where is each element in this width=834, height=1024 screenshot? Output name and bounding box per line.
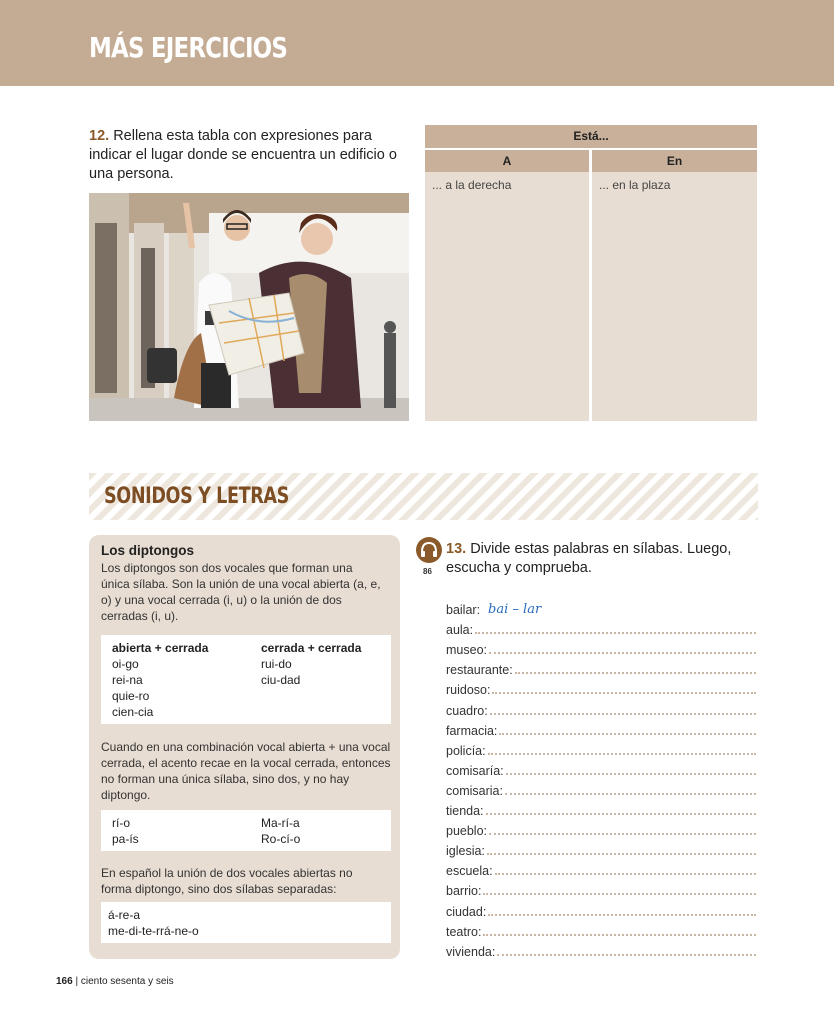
example-word: Ro-cí-o	[261, 832, 301, 846]
answer-blank[interactable]	[495, 873, 756, 875]
diptongos-examples-box	[101, 635, 391, 724]
answer-blank[interactable]	[515, 672, 756, 674]
answer-blank[interactable]	[506, 773, 756, 775]
answer-blank[interactable]	[483, 893, 756, 895]
section-title: SONIDOS Y LETRAS	[104, 484, 289, 509]
syllable-word: cuadro:	[446, 703, 488, 718]
table-column-a-header: A	[425, 150, 589, 172]
syllable-row	[446, 657, 756, 677]
syllable-word: pueblo:	[446, 824, 488, 839]
syllable-row	[446, 939, 756, 959]
table-column-en	[592, 150, 757, 421]
table-column-en-example[interactable]: ... en la plaza	[599, 178, 671, 192]
syllable-word: escuela:	[446, 864, 493, 879]
answer-blank[interactable]	[497, 954, 756, 956]
answer-blank[interactable]	[492, 692, 756, 694]
photo-illustration	[89, 193, 409, 421]
answer-blank[interactable]	[486, 813, 756, 815]
example-word: rui-do	[261, 657, 292, 671]
example-word: rei-na	[112, 673, 143, 687]
syllable-row	[446, 798, 756, 818]
example-word: quie-ro	[112, 689, 150, 703]
table-column-a	[425, 150, 589, 421]
audio-track-number: 86	[423, 567, 432, 576]
hiato-col-1	[112, 815, 139, 847]
syllable-example-word: bailar:	[446, 603, 481, 618]
syllable-row	[446, 818, 756, 838]
syllable-word: farmacia:	[446, 723, 498, 738]
exercise-12-number: 12.	[89, 128, 110, 144]
abiertas-examples-box	[101, 902, 391, 943]
exercise-13-text: Divide estas palabras en sílabas. Luego, escucha y comprueba.	[446, 541, 732, 576]
abiertas-col	[108, 907, 199, 939]
syllable-word: iglesia:	[446, 844, 485, 859]
syllable-word: vivienda:	[446, 944, 496, 959]
examples-col-abierta-cerrada	[112, 640, 208, 720]
syllable-list	[446, 597, 756, 959]
page-number-text: | ciento sesenta y seis	[75, 976, 174, 987]
syllable-row	[446, 858, 756, 878]
syllable-word: restaurante:	[446, 663, 513, 678]
syllable-word: museo:	[446, 643, 487, 658]
syllable-row	[446, 758, 756, 778]
syllable-word: ciudad:	[446, 904, 487, 919]
syllable-example-answer: bai – lar	[488, 602, 542, 618]
examples-col1-header: abierta + cerrada	[112, 641, 209, 655]
syllable-word: tienda:	[446, 804, 484, 819]
syllable-row	[446, 677, 756, 697]
example-word: pa-ís	[112, 832, 139, 846]
exercise-12-text: Rellena esta tabla con expresiones para indicar el lugar donde se encuentra un edificio o una persona.	[89, 128, 397, 182]
syllable-word: aula:	[446, 623, 474, 638]
page-number: 166	[56, 976, 73, 987]
answer-blank[interactable]	[483, 934, 756, 936]
example-word: oi-go	[112, 657, 139, 671]
photo-two-women-with-map	[89, 193, 409, 421]
answer-blank[interactable]	[487, 853, 756, 855]
answer-blank[interactable]	[499, 733, 756, 735]
syllable-row	[446, 697, 756, 717]
hiato-examples-box	[101, 810, 391, 851]
example-word: rí-o	[112, 816, 130, 830]
example-word: cien-cia	[112, 705, 154, 719]
answer-blank[interactable]	[488, 914, 756, 916]
syllable-row	[446, 617, 756, 637]
examples-col2-header: cerrada + cerrada	[261, 641, 362, 655]
examples-col-cerrada-cerrada	[261, 640, 361, 688]
table-title: Está...	[425, 125, 757, 148]
syllable-word: teatro:	[446, 924, 482, 939]
headphones-icon[interactable]	[415, 536, 443, 564]
page-footer	[56, 976, 174, 987]
page-title: MÁS EJERCICIOS	[89, 31, 288, 64]
syllable-row	[446, 718, 756, 738]
answer-blank[interactable]	[489, 652, 756, 654]
syllable-row	[446, 919, 756, 939]
example-word: Ma-rí-a	[261, 816, 300, 830]
diptongos-para-abiertas: En español la unión de dos vocales abiertas no forma diptongo, sino dos sílabas separadas:	[101, 866, 353, 896]
answer-blank[interactable]	[475, 632, 756, 634]
syllable-word: policía:	[446, 743, 486, 758]
answer-blank[interactable]	[490, 713, 756, 715]
diptongos-intro: Los diptongos son dos vocales que forman una única sílaba. Son la unión de una vocal abierta (a, e, o) y una vocal cerrada (i, u) o la unión de dos cerradas (i, u).	[101, 561, 381, 623]
syllable-word: comisaría:	[446, 763, 504, 778]
syllable-row	[446, 878, 756, 898]
diptongos-para-acento: Cuando en una combinación vocal abierta + una vocal cerrada, el acento recae en la vocal cerrada, entonces no forman una única sílaba, sino dos, y no hay diptongo.	[101, 740, 391, 802]
answer-blank[interactable]	[505, 793, 756, 795]
exercise-13-instruction	[446, 540, 756, 578]
syllable-row	[446, 778, 756, 798]
example-word: me-di-te-rrá-ne-o	[108, 924, 199, 938]
answer-blank[interactable]	[488, 753, 756, 755]
syllable-row	[446, 637, 756, 657]
example-word: ciu-dad	[261, 673, 301, 687]
hiato-col-2	[261, 815, 300, 847]
exercise-13-number: 13.	[446, 541, 467, 557]
syllable-row	[446, 898, 756, 918]
exercise-12-instruction	[89, 127, 409, 184]
table-column-en-header: En	[592, 150, 757, 172]
diptongos-title: Los diptongos	[101, 543, 194, 558]
syllable-example-row	[446, 597, 756, 617]
table-column-a-example[interactable]: ... a la derecha	[432, 178, 512, 192]
syllable-word: ruidoso:	[446, 683, 491, 698]
syllable-row	[446, 738, 756, 758]
example-word: á-re-a	[108, 908, 141, 922]
syllable-word: comisaria:	[446, 783, 503, 798]
syllable-row	[446, 838, 756, 858]
syllable-word: barrio:	[446, 884, 482, 899]
answer-blank[interactable]	[489, 833, 756, 835]
